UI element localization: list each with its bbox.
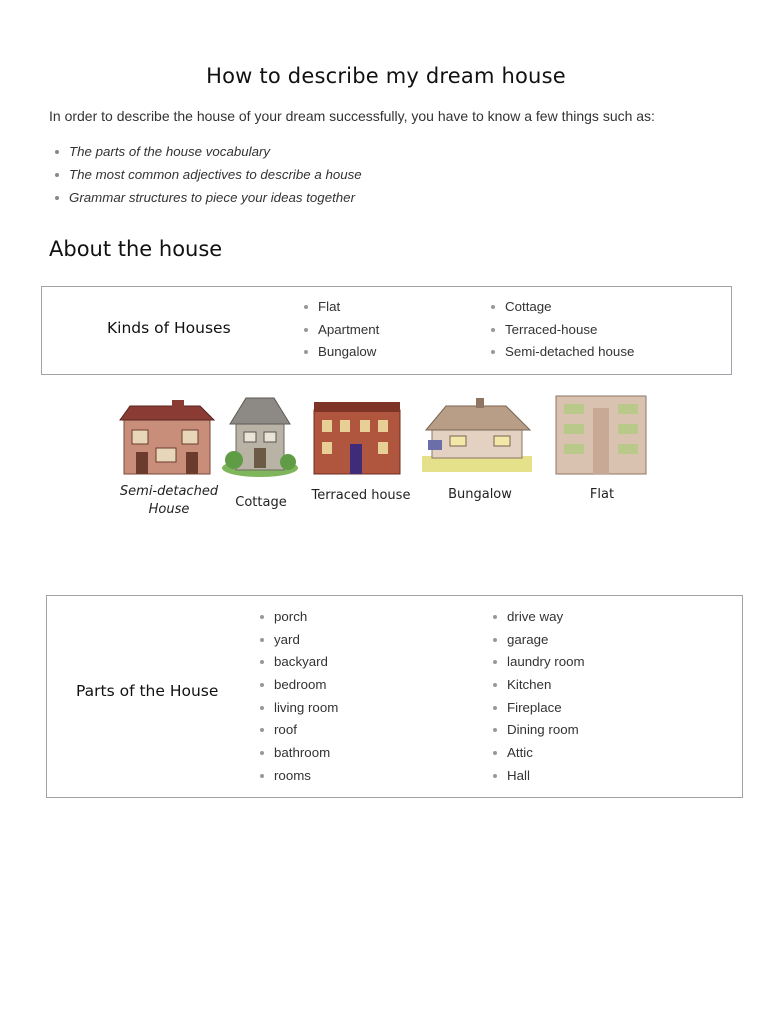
list-item: rooms (260, 767, 338, 790)
list-item: Apartment (304, 321, 379, 344)
list-item: Terraced-house (491, 321, 634, 344)
semi-detached-house-icon (120, 400, 214, 474)
parts-list-col2 (493, 608, 585, 790)
cottage-icon (222, 398, 298, 477)
kinds-of-houses-box (41, 286, 732, 375)
parts-list-col1 (260, 608, 338, 790)
list-item: Cottage (491, 298, 634, 321)
list-item: Fireplace (493, 699, 585, 722)
list-item: living room (260, 699, 338, 722)
page-title: How to describe my dream house (206, 64, 566, 88)
list-item: Dining room (493, 721, 585, 744)
kinds-list-col2 (491, 298, 634, 366)
list-item: The most common adjectives to describe a house (49, 166, 362, 189)
intro-bullet-list (49, 143, 362, 211)
house-types-illustration (110, 388, 670, 528)
list-item: garage (493, 631, 585, 654)
list-item: drive way (493, 608, 585, 631)
list-item: Flat (304, 298, 379, 321)
list-item: Semi-detached house (491, 343, 634, 366)
caption-terraced: Terraced house (311, 488, 411, 503)
list-item: Bungalow (304, 343, 379, 366)
list-item: porch (260, 608, 338, 631)
caption-semi-detached: Semi-detached (119, 484, 219, 499)
list-item: Kitchen (493, 676, 585, 699)
flat-building-icon (556, 396, 646, 474)
house-drawings (110, 388, 670, 483)
list-item: laundry room (493, 653, 585, 676)
terraced-house-icon (314, 402, 400, 474)
list-item: Hall (493, 767, 585, 790)
list-item: bedroom (260, 676, 338, 699)
caption-flat: Flat (589, 487, 615, 502)
list-item: The parts of the house vocabulary (49, 143, 362, 166)
bungalow-icon (422, 398, 532, 472)
section-heading: About the house (49, 237, 223, 261)
list-item: backyard (260, 653, 338, 676)
parts-of-house-label: Parts of the House (76, 682, 219, 700)
intro-text: In order to describe the house of your dream successfully, you have to know a few things such as: (49, 108, 655, 124)
list-item: Attic (493, 744, 585, 767)
kinds-of-houses-label: Kinds of Houses (107, 319, 231, 337)
caption-cottage: Cottage (235, 495, 287, 510)
list-item: yard (260, 631, 338, 654)
list-item: Grammar structures to piece your ideas together (49, 189, 362, 212)
list-item: roof (260, 721, 338, 744)
caption-bungalow: Bungalow (448, 487, 512, 502)
caption-semi-detached-line2: House (148, 502, 190, 517)
parts-of-house-box (46, 595, 743, 798)
list-item: bathroom (260, 744, 338, 767)
kinds-list-col1 (304, 298, 379, 366)
